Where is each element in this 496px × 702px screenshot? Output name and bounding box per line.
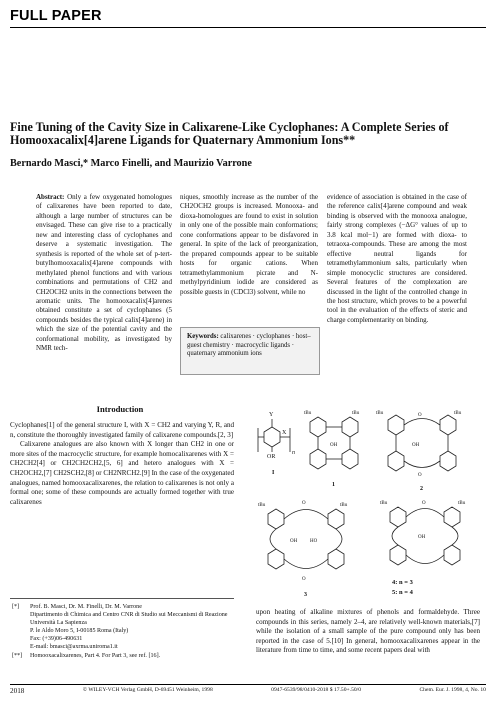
footer-rule — [10, 684, 486, 685]
tbu-label: tBu — [304, 411, 312, 416]
label-I: I — [272, 470, 275, 476]
keywords-box — [180, 327, 320, 375]
oh-label: OH — [412, 443, 420, 448]
footnote-line: Dipartimento di Chimica and Centro CNR di Studio sui Meccanismi di Reazione — [30, 611, 228, 618]
abstract-column-3: evidence of association is obtained in the case of the reference calix[4]arene compound and weak binding is observed with the monooxa analogue, fairly strong complexes (−ΔG° values of up to 3.8 kcal mol−1) are formed with dioxa- to tetraoxa-compounds. These are among the most effective neutral ligands for tetramethylammonium salts, particularly when simple monocyclic structures are considered. Several features of the complexation are discussed in the light of the controlled change in the host structure, which proves to be a powerful tool in the evaluation of the effects of steric and charge complementarity on binding. — [327, 193, 467, 324]
introduction-paragraph-2: Calixarene analogues are also known with X longer than CH2 in one or more sites of the macrocyclic structure, for example homocalixarenes with X = CH2CH2[4] or CH2CH2CH2,[5, 6] and hetero analogues with X = CH2OCH2,[7] CH2SCH2,[8] or CH2NRCH2.[9] In the case of the oxygenated analogues, named homooxacalixarenes, the relation to calixarenes is not only a formal one; some of these compounds are actually formed together with true calixarenes — [10, 440, 234, 506]
tbu-label: tBu — [380, 501, 388, 506]
label-1: 1 — [332, 482, 335, 488]
o-label: O — [422, 501, 426, 506]
y-label: Y — [269, 412, 274, 418]
structure-2 — [376, 411, 462, 492]
or-label: OR — [267, 454, 276, 460]
footnote-line: Università La Sapienza — [30, 619, 87, 626]
structure-3 — [258, 501, 348, 598]
label-4: 4: n = 3 — [392, 579, 413, 586]
tbu-label: tBu — [340, 503, 348, 508]
tbu-label: tBu — [454, 411, 462, 416]
footnote-line: E-mail: bmasci@axrma.uniroma1.it — [30, 643, 118, 650]
footnote-line: Homooxacalixarenes, Part 4. For Part 3, see ref. [16]. — [30, 653, 161, 660]
oh-label: OH — [290, 539, 298, 544]
o-label: O — [302, 577, 306, 582]
section-label: FULL PAPER — [10, 8, 102, 24]
o-label: O — [418, 473, 422, 478]
o-label: O — [418, 413, 422, 418]
structure-1 — [304, 411, 360, 488]
introduction-column — [10, 421, 234, 507]
introduction-paragraph-1: Cyclophanes[1] of the general structure I, with X = CH2 and varying Y, R, and n, constitute the thoroughly investigated family of calixarene compounds.[2, 3] — [10, 421, 234, 439]
label-2: 2 — [420, 486, 423, 492]
label-5: 5: n = 4 — [392, 589, 413, 596]
structure-4-5 — [380, 501, 466, 596]
ho-label: HO — [310, 539, 318, 544]
footnote-rule — [10, 598, 234, 599]
o-label: O — [302, 501, 306, 506]
benzene-ring — [264, 427, 280, 447]
x-label: X — [282, 430, 287, 436]
footnote-mark-author: [*] — [12, 604, 20, 610]
tbu-label: tBu — [352, 411, 360, 416]
footnote-line: Prof. B. Masci, Dr. M. Finelli, Dr. M. Varrone — [30, 604, 142, 610]
article-title: Fine Tuning of the Cavity Size in Calixarene-Like Cyclophanes: A Complete Series of Homooxacalix[4]arene Ligands for Quaternary Ammonium Ions** — [10, 120, 449, 148]
keywords-text: calixarenes · cyclophanes · host–guest chemistry · macrocyclic ligands · quaternary ammonium ions — [187, 333, 311, 358]
footer-issn: 0947-6539/98/0410-2018 $ 17.50+.50/0 — [271, 687, 362, 693]
footnote-mark-series: [**] — [12, 653, 23, 660]
abstract-label: Abstract: — [36, 193, 65, 201]
footnote-line: Fax: (+39)06-490631 — [30, 635, 83, 642]
tbu-label: tBu — [376, 411, 384, 416]
abstract-column-2: niques, smoothly increase as the number of the CH2OCH2 groups is increased. Monooxa- and dioxa-homologues are found to exist in solution in only one of the possible main conformations; cone conformations appear to be disfavored in general. In spite of the lack of preorganization, the prepared compounds appear to be suitable hosts for organic cations. When tetramethylammonium picrate and N-methylpyridinium iodide are considered as possible guests in (CDCl3) solvent, while no — [180, 193, 318, 296]
footnote-line: P. le Aldo Moro 5, I-00185 Roma (Italy) — [30, 627, 129, 634]
abstract-column-1 — [36, 193, 172, 354]
chemical-structures-figure — [250, 402, 486, 600]
footer-copyright: © WILEY-VCH Verlag GmbH, D-69451 Weinheim, 1998 — [82, 687, 213, 693]
oh-label: OH — [418, 535, 426, 540]
footnotes — [12, 604, 236, 661]
page-number: 2018 — [10, 687, 25, 695]
oh-label: OH — [330, 443, 338, 448]
header-rule — [10, 27, 486, 28]
abstract-text-1: Only a few oxygenated homologues of calixarenes have been reported to date, although a large number of structures can be envisaged. These can give rise to a practically new and interesting class of cyclophanes and deserve a systematic investigation. The synthesis is reported of the whole set of p-tert-butylhomooxacalix[4]arene compounds with methylated phenol functions and with various combinations and permutations of CH2 and CH2OCH2 units in the connections between the aromatic units. The homooxacalix[4]arenes obtained constitute a set of cyclophanes (5 compounds besides the typical calix[4]arene) in which the size of the potential cavity and the conformational mobility, as investigated by NMR tech- — [36, 193, 172, 353]
tbu-label: tBu — [458, 501, 466, 506]
right-column-text: upon heating of alkaline mixtures of phenols and formaldehyde. Three compounds in this series, namely 2–4, are relatively well-known materials,[7] while the isolation of a small sample of the pure compound only has been reported in the case of 5.[10] In general, homooxacalixarenes appear in the literature from time to time, and some recent papers deal with — [256, 608, 480, 655]
page-footer — [10, 687, 486, 695]
label-3: 3 — [304, 592, 307, 598]
introduction-heading: Introduction — [96, 404, 144, 414]
footer-journal: Chem. Eur. J. 1998, 4, No. 10 — [419, 687, 486, 693]
structure-I — [258, 412, 295, 476]
tbu-label: tBu — [258, 503, 266, 508]
article-authors: Bernardo Masci,* Marco Finelli, and Maurizio Varrone — [10, 158, 252, 169]
keywords-label: Keywords: — [187, 333, 219, 340]
n-label: n — [292, 450, 295, 456]
